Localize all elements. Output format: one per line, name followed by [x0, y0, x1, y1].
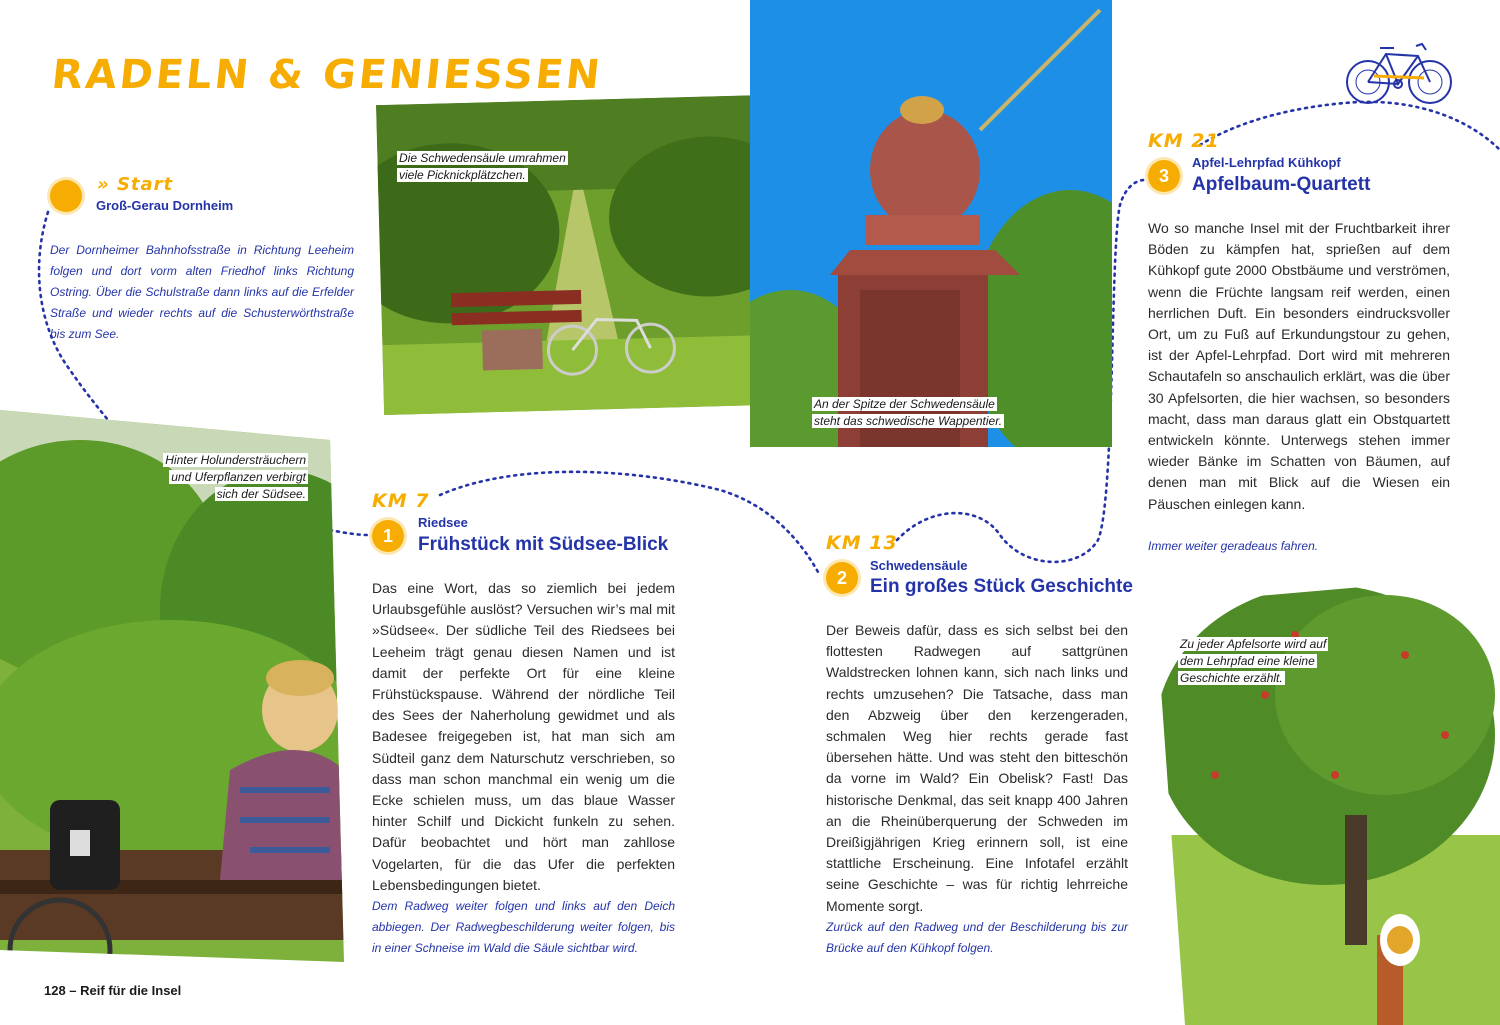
stop3-text: Wo so manche Insel mit der Fruchtbarkeit ihrer Böden zu kämpfen hat, sprießen auf dem Kühkopf gute 2000 Obstbäume und verströmen, wenn die Früchte langsam reif werden, einen herrlichen Duft. Ein besonders eindrucksvoller Ort, um zu Fuß auf Erkundungstour zu gehen, ist der Apfel-Lehrpfad. Dort wird mit mehreren Schautafeln so anschaulich erklärt, was die über 30 Apfelsorten, die hier wachsen, so besonders macht, dass man daraus glatt ein Obstquartett entwickeln könnte. Unterwegs stehen immer wieder Bänke im Schatten von Bäumen, auf denen man mit Blick auf die Wiesen ein Päuschen einlegen kann. — [1148, 220, 1450, 512]
bicycle-icon — [1344, 36, 1454, 108]
stop1-directions: Dem Radweg weiter folgen und links auf den Deich abbiegen. Der Radwegbeschilderung weiter folgen, bis in einer Schneise im Wald die Säule sichtbar wird. — [372, 899, 675, 955]
caption-apple: Zu jeder Apfelsorte wird auf dem Lehrpfad eine kleine Geschichte erzählt. — [1180, 637, 1327, 685]
stop1-place: Riedsee — [418, 515, 468, 530]
stop3-marker: 3 — [1148, 160, 1180, 192]
stop1-text: Das eine Wort, das so ziemlich bei jedem Urlaubsgefühle auslöst? Versuchen wir’s mal mit »Südsee«. Der südliche Teil des Riedsees bei Leeheim trägt genau diesen Namen und ist damit der perfekte Ort für eine kleine Frühstückspause. Während der nördliche Teil des Sees der Naherholung gewidmet und als Badesee freigegeben ist, hat man sich am Südteil ganz dem Naturschutz verschrieben, so dass man schon manchmal ein wenig um die Ecke schielen muss, um das blaue Wasser hinter Schilf und Dickicht funkeln zu sehen. Dafür beobachtet und hört man zahllose Vogelarten, für die das Ufer die perfekten Lebensbedingungen bietet. — [372, 580, 675, 893]
stop3-km: KM 21 — [1148, 130, 1220, 152]
photo-column — [750, 0, 1112, 447]
stop1-heading: Frühstück mit Südsee-Blick — [418, 534, 669, 555]
start-marker — [50, 180, 82, 212]
stop3-place: Apfel-Lehrpfad Kühkopf — [1192, 155, 1341, 170]
page-title: RADELN & GENIESSEN — [49, 52, 605, 98]
stop2-text: Der Beweis dafür, dass es sich selbst bei den flottesten Radwegen auf sattgrünen Waldstrecken lohnen kann, sich nach links und rechts umzusehen? Die Tatsache, dass man den Abzweig über den kerzengeraden, schmalen Weg hier rechts gerade fast übersehen hätte. Und was steht den bitteschön da vorne im Wald? Ein Obelisk? Fast! Das historische Denkmal, das seit knapp 400 Jahren an die Rheinüberquerung der Schweden im Dreißigjährigen Krieg erinnern soll, ist eine stattliche Erscheinung. Eine Infotafel erzählt seine Geschichte – was für richtig lehrreiche Momente sorgt. — [826, 622, 1128, 914]
page-footer: 128 – Reif für die Insel — [44, 983, 182, 998]
start-label: » Start — [97, 174, 174, 195]
stop1-km: KM 7 — [372, 490, 430, 512]
stop1-marker: 1 — [372, 520, 404, 552]
start-directions: Der Dornheimer Bahnhofsstraße in Richtung Leeheim folgen und dort vorm alten Friedhof links Richtung Ostring. Über die Schulstraße dann links auf die Erfelder Straße und wieder rechts auf die Schusterwörthstraße bis zum See. — [50, 243, 354, 341]
photo-bench — [376, 95, 776, 415]
start-place: Groß-Gerau Dornheim — [96, 198, 234, 213]
stop2-place: Schwedensäule — [870, 558, 968, 573]
stop3-heading: Apfelbaum-Quartett — [1192, 174, 1371, 195]
caption-bench: Die Schwedensäule umrahmen viele Picknickplätzchen. — [399, 151, 566, 182]
caption-column: An der Spitze der Schwedensäule steht das schwedische Wappentier. — [814, 397, 1003, 428]
stop2-heading: Ein großes Stück Geschichte — [870, 576, 1133, 597]
stop2-marker: 2 — [826, 562, 858, 594]
stop3-directions: Immer weiter geradeaus fahren. — [1148, 539, 1319, 553]
stop2-directions: Zurück auf den Radweg und der Beschilderung bis zur Brücke auf den Kühkopf folgen. — [826, 920, 1128, 955]
caption-lake: Hinter Holundersträuchern und Uferpflanzen verbirgt sich der Südsee. — [165, 453, 306, 501]
stop2-km: KM 13 — [826, 532, 898, 554]
